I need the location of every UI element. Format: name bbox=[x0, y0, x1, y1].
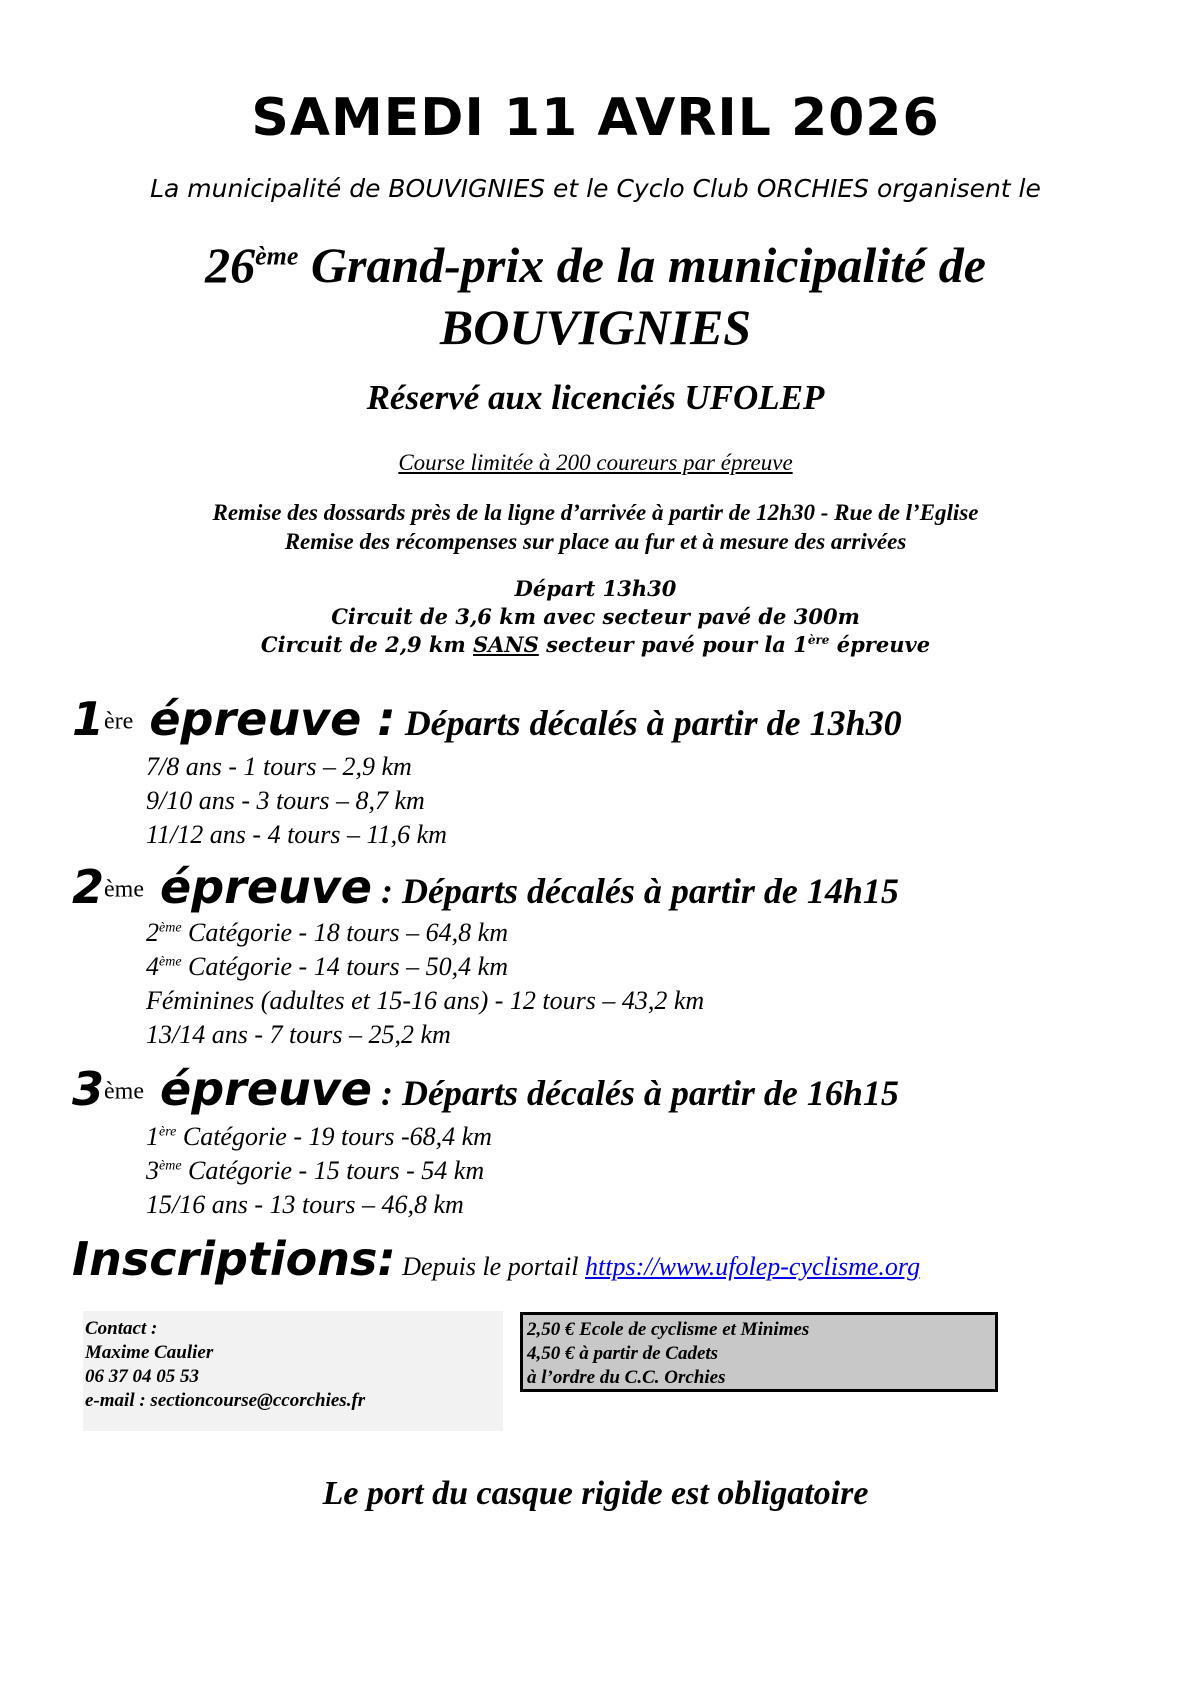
list-item bbox=[146, 918, 508, 948]
grandprix-title-line1 bbox=[0, 236, 1191, 294]
list-item bbox=[146, 1122, 492, 1152]
contact-name: Maxime Caulier bbox=[85, 1342, 214, 1363]
list-item: 15/16 ans - 13 tours – 46,8 km bbox=[146, 1190, 464, 1219]
word: épreuve bbox=[144, 1062, 372, 1116]
sup: ème bbox=[159, 954, 182, 970]
sup: ère bbox=[807, 633, 830, 647]
t: Catégorie - 18 tours – 64,8 km bbox=[181, 918, 508, 947]
contact-email: e-mail : sectioncourse@ccorchies.fr bbox=[85, 1390, 366, 1411]
t: Catégorie - 19 tours -68,4 km bbox=[176, 1122, 492, 1151]
n: 1 bbox=[146, 1122, 159, 1151]
ufolep-link[interactable]: https://www.ufolep-cyclisme.org bbox=[585, 1252, 921, 1281]
epreuve-2-heading bbox=[72, 860, 899, 914]
remise-dossards: Remise des dossards près de la ligne d’arrivée à partir de 12h30 - Rue de l’Eglise bbox=[212, 500, 979, 525]
t: Catégorie - 14 tours – 50,4 km bbox=[181, 952, 508, 981]
text: : Départs décalés à partir de 14h15 bbox=[371, 871, 899, 911]
contact-label: Contact : bbox=[85, 1318, 158, 1339]
text: : Départs décalés à partir de 16h15 bbox=[371, 1073, 899, 1113]
organizers-line: La municipalité de BOUVIGNIES et le Cyclo Club ORCHIES organisent le bbox=[150, 174, 1041, 203]
price-item: à l’ordre du C.C. Orchies bbox=[527, 1367, 726, 1388]
text: secteur pavé pour la 1 bbox=[538, 632, 808, 657]
reserve-line: Réservé aux licenciés UFOLEP bbox=[366, 378, 825, 417]
page-title: SAMEDI 11 AVRIL 2026 bbox=[251, 88, 940, 148]
epreuve-1-heading bbox=[72, 692, 902, 746]
contact-phone: 06 37 04 05 53 bbox=[85, 1366, 199, 1387]
price-box bbox=[520, 1312, 998, 1392]
n: 4 bbox=[146, 952, 159, 981]
t: Catégorie - 15 tours - 54 km bbox=[181, 1156, 485, 1185]
price-item: 2,50 € Ecole de cyclisme et Minimes bbox=[527, 1319, 810, 1340]
sans-emphasis: SANS bbox=[473, 632, 539, 657]
sup: ème bbox=[159, 1158, 182, 1174]
n: 2 bbox=[146, 918, 159, 947]
text: épreuve bbox=[829, 632, 931, 657]
sup: ère bbox=[159, 1124, 177, 1140]
num: 1 bbox=[72, 692, 105, 746]
edition-number: 26 bbox=[205, 237, 256, 293]
sup: ème bbox=[104, 1078, 144, 1105]
list-item: 7/8 ans - 1 tours – 2,9 km bbox=[146, 752, 412, 781]
inscriptions-text: Depuis le portail bbox=[395, 1252, 585, 1281]
circuit-line-2 bbox=[0, 632, 1191, 657]
circuit-line-1: Circuit de 3,6 km avec secteur pavé de 300m bbox=[331, 604, 860, 629]
sup: ème bbox=[104, 876, 144, 903]
inscriptions-label: Inscriptions: bbox=[72, 1232, 396, 1286]
limit-line: Course limitée à 200 coureurs par épreuve bbox=[398, 450, 793, 475]
list-item: Féminines (adultes et 15-16 ans) - 12 tours – 43,2 km bbox=[146, 986, 705, 1015]
num: 3 bbox=[72, 1062, 105, 1116]
list-item: 13/14 ans - 7 tours – 25,2 km bbox=[146, 1020, 451, 1049]
price-item: 4,50 € à partir de Cadets bbox=[527, 1343, 719, 1364]
remise-recompenses: Remise des récompenses sur place au fur et à mesure des arrivées bbox=[284, 529, 907, 554]
grandprix-title-line2: BOUVIGNIES bbox=[439, 299, 752, 355]
depart-time: Départ 13h30 bbox=[514, 576, 677, 601]
grandprix-text: Grand-prix de la municipalité de bbox=[298, 237, 986, 293]
text: Départs décalés à partir de 13h30 bbox=[395, 703, 902, 743]
word: épreuve bbox=[144, 860, 372, 914]
edition-sup: ème bbox=[255, 241, 299, 271]
sup: ère bbox=[104, 708, 134, 735]
list-item: 9/10 ans - 3 tours – 8,7 km bbox=[146, 786, 425, 815]
contact-box bbox=[83, 1311, 503, 1431]
word: épreuve : bbox=[133, 692, 396, 746]
inscriptions bbox=[72, 1232, 920, 1286]
list-item: 11/12 ans - 4 tours – 11,6 km bbox=[146, 820, 447, 849]
text: Circuit de 2,9 km bbox=[260, 632, 474, 657]
num: 2 bbox=[72, 860, 105, 914]
list-item bbox=[146, 952, 508, 982]
n: 3 bbox=[146, 1156, 159, 1185]
sup: ème bbox=[159, 920, 182, 936]
list-item bbox=[146, 1156, 484, 1186]
epreuve-3-heading bbox=[72, 1062, 899, 1116]
helmet-notice: Le port du casque rigide est obligatoire bbox=[322, 1475, 869, 1512]
